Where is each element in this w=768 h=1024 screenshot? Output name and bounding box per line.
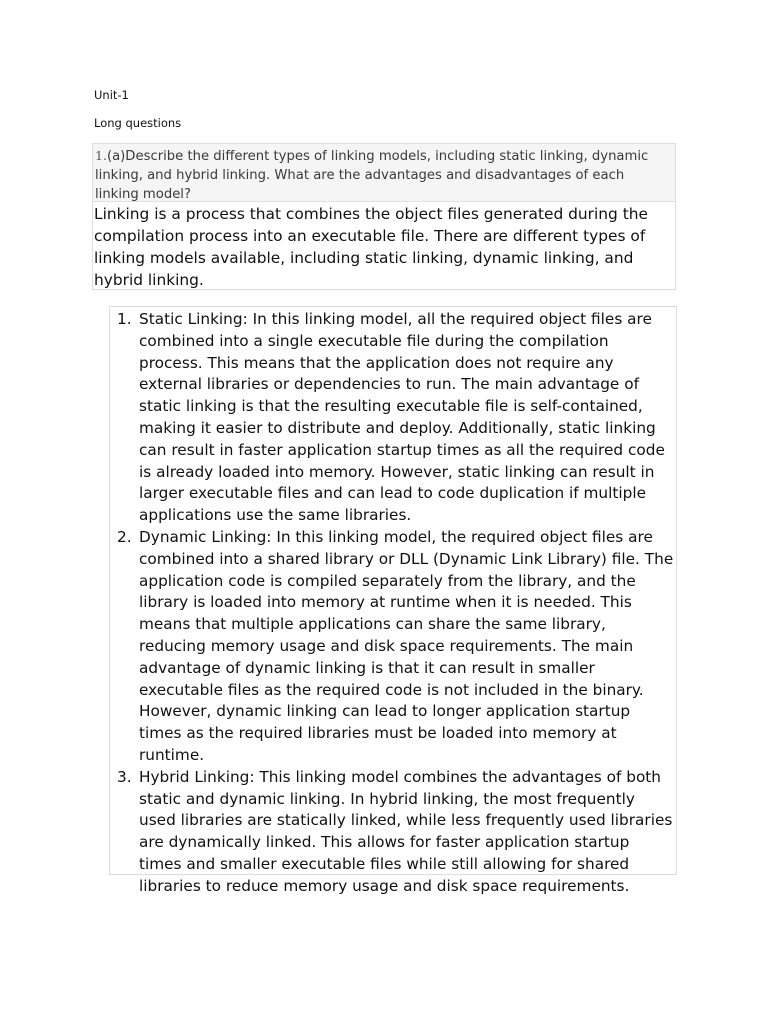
question-row [93, 144, 675, 202]
question-box [92, 143, 676, 290]
question-text: (a)Describe the different types of linking models, including static linking, dynamic linking, and hybrid linking. What are the advantages and disadvantages of each linking model? [95, 149, 649, 202]
linking-models-list [110, 309, 676, 898]
question-number: 1. [95, 148, 107, 163]
list-item [110, 309, 676, 527]
list-item-text: Hybrid Linking: This linking model combines the advantages of both static and dynamic linking. In hybrid linking, the most frequently used libraries are statically linked, while less frequently used libraries are dynamically linked. This allows for faster application startup times and smaller executable files while still allowing for shared libraries to reduce memory usage and disk space requirements. [139, 767, 673, 895]
list-item-text: Static Linking: In this linking model, all the required object files are combined into a single executable file during the compilation process. This means that the application does not require any external libraries or dependencies to run. The main advantage of static linking is that the resulting executable file is self-contained, making it easier to distribute and deploy. Additionally, static linking can result in faster application startup times as all the required code is already loaded into memory. However, static linking can result in larger executable files and can lead to code duplication if multiple applications use the same libraries. [139, 310, 665, 525]
unit-heading: Unit-1 [94, 88, 129, 102]
list-item [110, 767, 676, 898]
answer-intro: Linking is a process that combines the object files generated during the compilation process into an executable file. There are different types of linking models available, including static linking, dynamic linking, and hybrid linking. [94, 205, 648, 289]
list-marker: 3. [117, 767, 132, 786]
list-item-text: Dynamic Linking: In this linking model, the required object files are combined into a shared library or DLL (Dynamic Link Library) file. The application code is compiled separately from the library, and the library is loaded into memory at runtime when it is needed. This means that multiple applications can share the same library, reducing memory usage and disk space requirements. The main advantage of dynamic linking is that it can result in smaller executable files as the required code is not included in the binary. However, dynamic linking can lead to longer application startup times as the required libraries must be loaded into memory at runtime. [139, 527, 674, 764]
answer-list-box [109, 306, 677, 895]
section-heading: Long questions [94, 116, 182, 130]
list-marker: 2. [117, 527, 132, 546]
list-marker: 1. [117, 310, 132, 328]
list-item [110, 527, 676, 767]
